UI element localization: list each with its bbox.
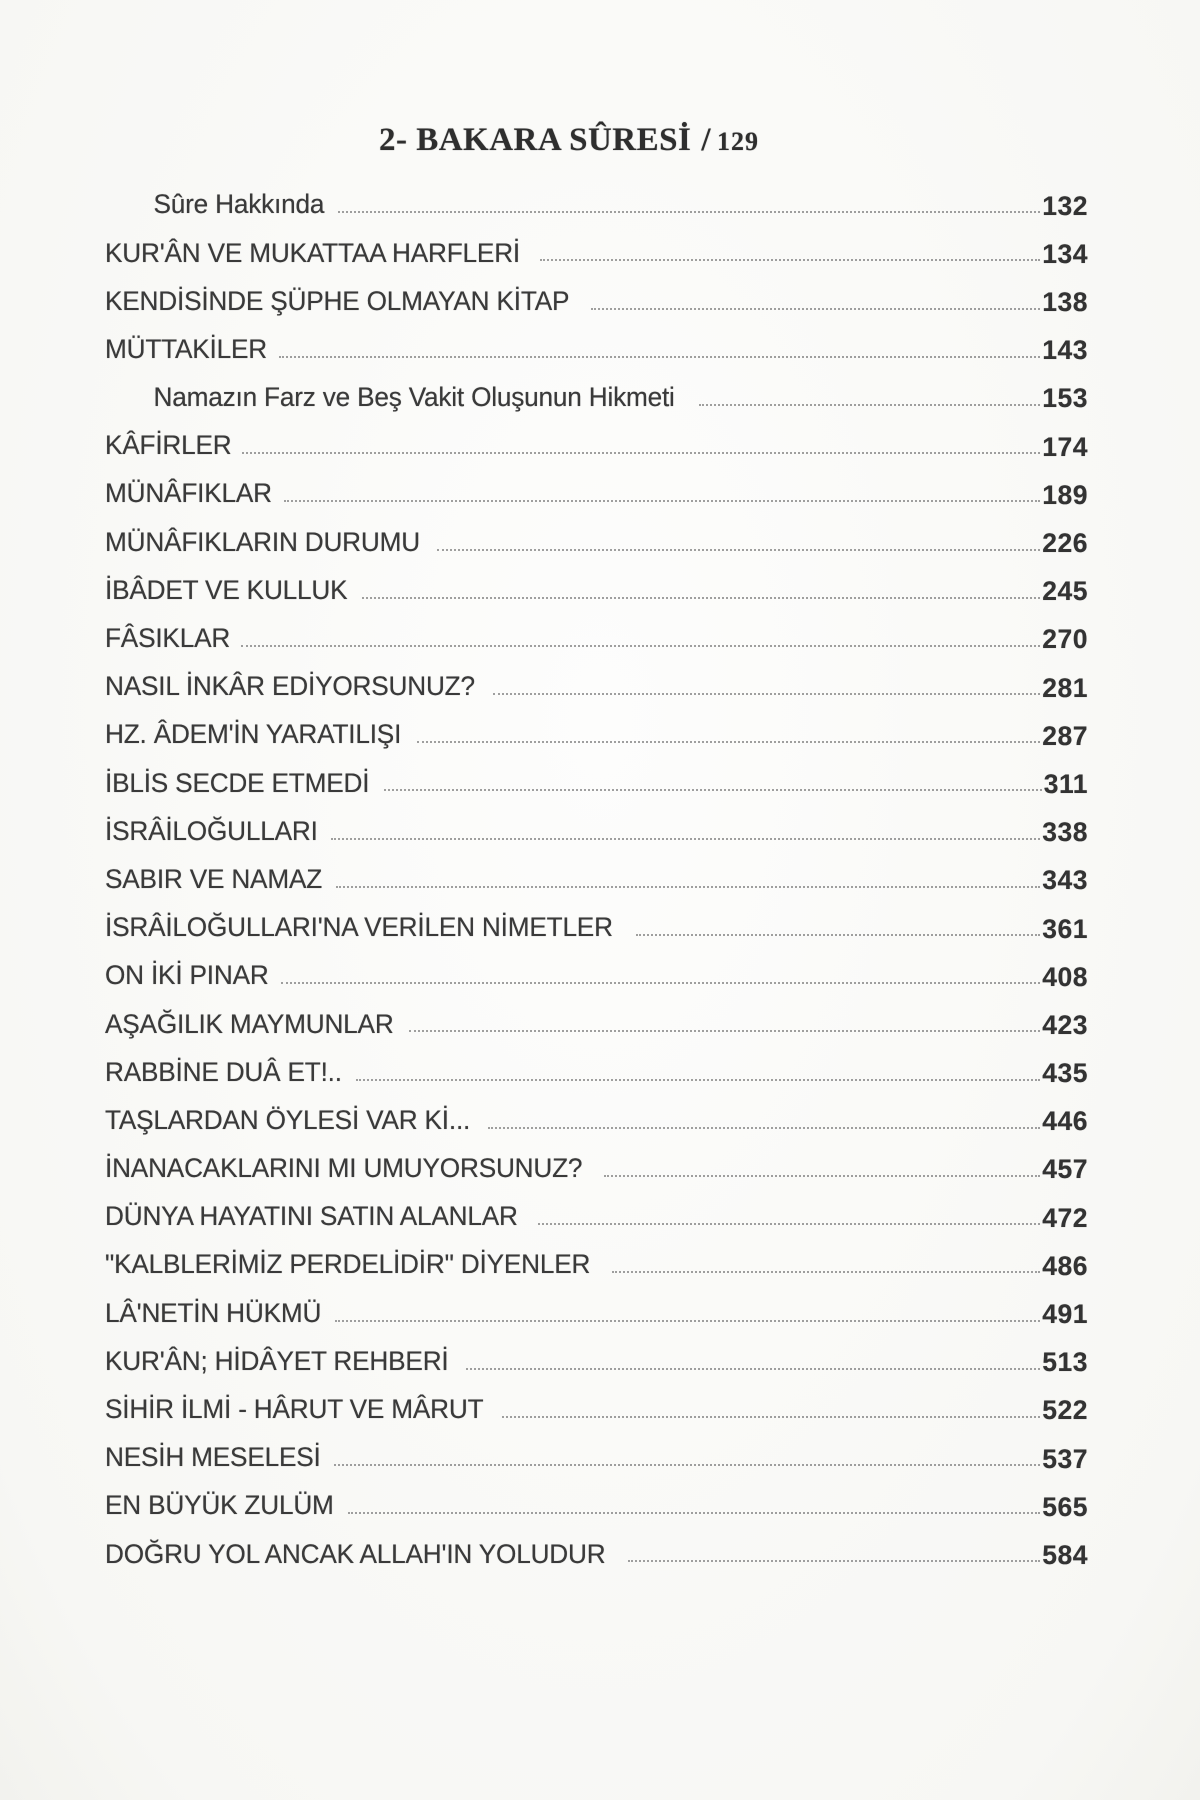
toc-entry-label: Sûre Hakkında <box>153 189 325 220</box>
toc-entry-page: 138 <box>1042 287 1088 318</box>
toc-entry <box>105 1378 1088 1426</box>
toc-entry-label: KÂFİRLER <box>105 430 232 461</box>
toc-entry <box>105 944 1088 992</box>
toc-entry-label: EN BÜYÜK ZULÜM <box>105 1490 334 1521</box>
dotted-leader <box>417 741 1040 743</box>
toc-entry-page: 513 <box>1042 1347 1088 1378</box>
toc-entry <box>105 1089 1088 1137</box>
toc-entry-label: İSRÂİLOĞULLARI <box>105 815 318 846</box>
toc-entry <box>105 221 1088 269</box>
toc-entry-label: NASIL İNKÂR EDİYORSUNUZ? <box>105 671 475 702</box>
dotted-leader <box>335 1320 1040 1322</box>
toc-entry <box>105 559 1088 607</box>
dotted-leader <box>334 1464 1040 1466</box>
toc-entry-label: İNANACAKLARINI MI UMUYORSUNUZ? <box>105 1153 583 1184</box>
toc-entry-label: HZ. ÂDEM'İN YARATILIŞI <box>105 719 402 750</box>
toc-entry <box>105 510 1088 558</box>
dotted-leader <box>336 886 1041 888</box>
dotted-leader <box>284 500 1040 502</box>
toc-entry-page: 457 <box>1042 1154 1088 1185</box>
toc-entry <box>105 173 1088 221</box>
toc-entry-label: İBÂDET VE KULLUK <box>105 574 348 605</box>
toc-entry-label: MÜNÂFIKLARIN DURUMU <box>105 526 420 557</box>
toc-entry-label: Namazın Farz ve Beş Vakit Oluşunun Hikmeti <box>153 382 675 413</box>
dotted-leader <box>591 308 1041 310</box>
page-title-separator: / <box>701 122 712 158</box>
dotted-leader <box>348 1512 1041 1514</box>
toc-entry-page: 435 <box>1042 1058 1088 1089</box>
dotted-leader <box>242 452 1040 454</box>
dotted-leader <box>636 934 1041 936</box>
toc-entry-page: 491 <box>1042 1299 1088 1330</box>
dotted-leader <box>538 1223 1041 1225</box>
toc-entry-label: ON İKİ PINAR <box>105 960 269 991</box>
toc-entry-page: 584 <box>1042 1539 1088 1570</box>
toc-entry-label: AŞAĞILIK MAYMUNLAR <box>105 1008 394 1039</box>
toc-entry <box>105 1137 1088 1185</box>
toc-entry <box>105 1281 1088 1329</box>
dotted-leader <box>628 1560 1040 1562</box>
toc-entry <box>105 607 1088 655</box>
toc-entry-page: 338 <box>1042 817 1088 848</box>
toc-entry-label: DÜNYA HAYATINI SATIN ALANLAR <box>105 1201 518 1232</box>
page-title <box>105 122 1033 159</box>
toc-entry-page: 281 <box>1042 672 1088 703</box>
dotted-leader <box>362 597 1040 599</box>
dotted-leader <box>241 645 1040 647</box>
toc-entry-page: 343 <box>1042 865 1088 896</box>
toc-entry <box>105 1426 1088 1474</box>
toc-entry-page: 361 <box>1042 913 1088 944</box>
page-title-number: 129 <box>717 127 760 156</box>
toc-entry-label: KUR'ÂN VE MUKATTAA HARFLERİ <box>105 237 520 268</box>
toc-entry <box>105 655 1088 703</box>
dotted-leader <box>612 1271 1040 1273</box>
toc-entry <box>105 269 1088 317</box>
toc-entry <box>105 1233 1088 1281</box>
toc-entry-page: 270 <box>1042 624 1088 655</box>
toc-entry <box>105 1522 1088 1570</box>
dotted-leader <box>699 404 1040 406</box>
toc-entry <box>105 1040 1088 1088</box>
toc-entry-label: LÂ'NETİN HÜKMÜ <box>105 1297 322 1328</box>
toc-entry <box>105 1474 1088 1522</box>
toc-entry-page: 446 <box>1042 1106 1088 1137</box>
toc-entry-label: "KALBLERİMİZ PERDELİDİR" DİYENLER <box>105 1249 591 1280</box>
toc-entry <box>105 703 1088 751</box>
toc-entry <box>105 414 1088 462</box>
toc-entry-page: 174 <box>1042 431 1088 462</box>
dotted-leader <box>409 1030 1040 1032</box>
toc-entry-label: DOĞRU YOL ANCAK ALLAH'IN YOLUDUR <box>105 1538 606 1569</box>
toc-entry <box>105 1185 1088 1233</box>
toc-entry <box>105 992 1088 1040</box>
toc-entry <box>105 1330 1088 1378</box>
dotted-leader <box>493 693 1040 695</box>
toc-entry-label: MÜNÂFIKLAR <box>105 478 272 509</box>
toc-entry-label: İSRÂİLOĞULLARI'NA VERİLEN NİMETLER <box>105 912 613 943</box>
dotted-leader <box>488 1127 1040 1129</box>
toc-entry-page: 537 <box>1042 1443 1088 1474</box>
dotted-leader <box>384 789 1041 791</box>
toc-entry <box>105 751 1088 799</box>
toc-entry-label: MÜTTAKİLER <box>105 333 268 364</box>
toc-entry-page: 189 <box>1042 479 1088 510</box>
toc-entry-page: 153 <box>1042 383 1088 414</box>
toc-entry-label: NESİH MESELESİ <box>105 1442 321 1473</box>
dotted-leader <box>279 356 1040 358</box>
dotted-leader <box>437 549 1041 551</box>
page-title-text: 2- BAKARA SÛRESİ <box>378 122 692 158</box>
toc-entry <box>105 896 1088 944</box>
dotted-leader <box>331 838 1040 840</box>
toc-entry-label: İBLİS SECDE ETMEDİ <box>105 767 370 798</box>
toc-entry-label: KENDİSİNDE ŞÜPHE OLMAYAN KİTAP <box>105 285 570 316</box>
toc-entry <box>105 318 1088 366</box>
dotted-leader <box>338 211 1040 213</box>
dotted-leader <box>466 1368 1040 1370</box>
toc-entry-page: 486 <box>1042 1250 1088 1281</box>
toc-entry-page: 245 <box>1042 576 1088 607</box>
dotted-leader <box>356 1079 1040 1081</box>
toc-entry-label: FÂSIKLAR <box>105 623 231 654</box>
toc-entry-label: KUR'ÂN; HİDÂYET REHBERİ <box>105 1345 449 1376</box>
toc-entry <box>105 848 1088 896</box>
toc-entry-page: 287 <box>1042 720 1088 751</box>
toc-list <box>105 173 1088 1570</box>
toc-entry-page: 132 <box>1042 190 1088 221</box>
toc-entry-label: TAŞLARDAN ÖYLESİ VAR Kİ... <box>105 1104 471 1135</box>
toc-entry-page: 522 <box>1042 1395 1088 1426</box>
toc-entry-page: 472 <box>1042 1202 1088 1233</box>
toc-entry-page: 311 <box>1043 768 1088 799</box>
toc-entry-page: 226 <box>1042 528 1088 559</box>
dotted-leader <box>502 1416 1040 1418</box>
scanned-toc-page <box>105 0 1088 1800</box>
toc-entry-page: 143 <box>1042 335 1088 366</box>
toc-entry <box>105 366 1088 414</box>
toc-entry <box>105 462 1088 510</box>
toc-entry-label: SİHİR İLMİ - HÂRUT VE MÂRUT <box>105 1394 484 1425</box>
toc-entry-label: SABIR VE NAMAZ <box>105 863 323 894</box>
toc-entry-label: RABBİNE DUÂ ET!.. <box>105 1056 342 1087</box>
toc-entry-page: 423 <box>1042 1009 1088 1040</box>
toc-entry-page: 565 <box>1042 1491 1088 1522</box>
toc-entry <box>105 799 1088 847</box>
toc-entry-page: 134 <box>1042 238 1088 269</box>
dotted-leader <box>281 982 1041 984</box>
toc-entry-page: 408 <box>1042 961 1088 992</box>
dotted-leader <box>604 1175 1040 1177</box>
dotted-leader <box>540 259 1040 261</box>
